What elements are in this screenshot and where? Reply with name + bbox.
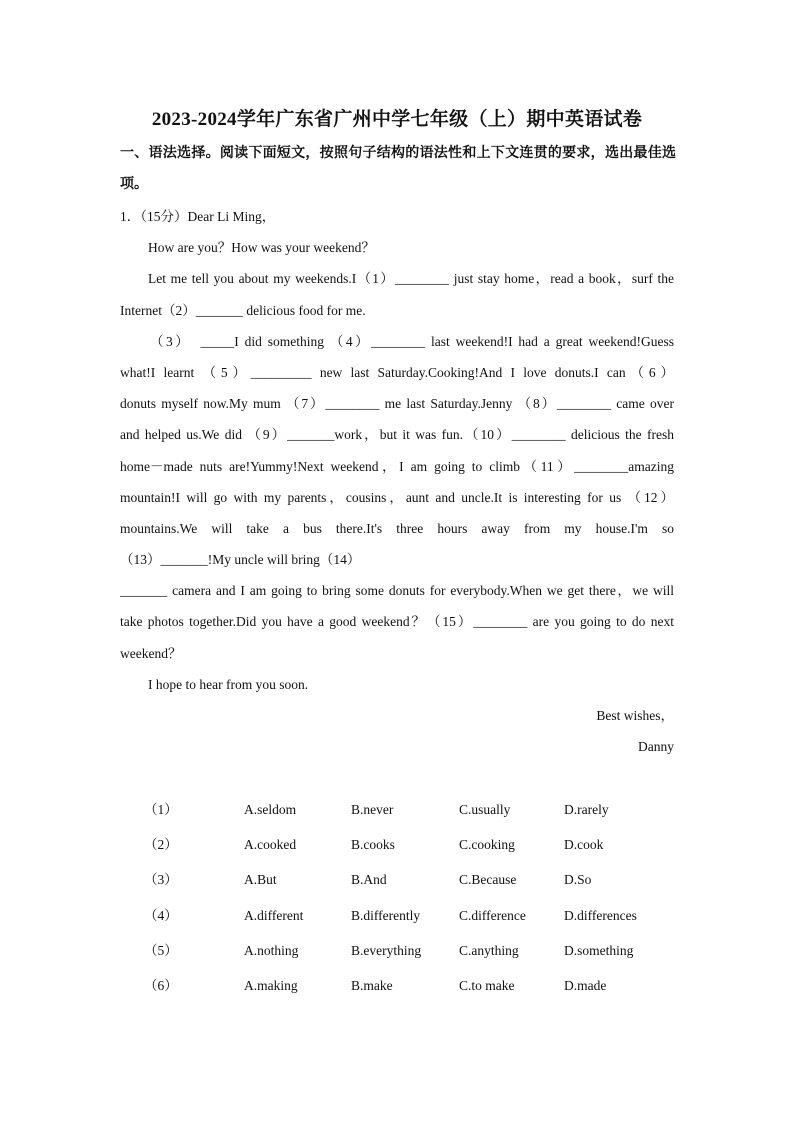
option-number: （6）: [144, 977, 178, 993]
option-b[interactable]: B.cooks: [351, 837, 395, 853]
letter-signature: Danny: [638, 739, 674, 755]
option-a[interactable]: A.cooked: [244, 837, 297, 853]
option-a[interactable]: A.seldom: [244, 802, 297, 817]
option-b[interactable]: B.differently: [351, 907, 421, 923]
passage-line: _______ camera and I am going to bring some donuts for everybody.When we get there，we will: [120, 583, 674, 599]
option-c[interactable]: C.Because: [459, 872, 517, 888]
option-c[interactable]: C.to make: [459, 977, 515, 993]
passage-line: mountain!I will go with my parents，cousins，aunt and uncle.It is interesting for us （12）: [120, 489, 674, 505]
passage-line: take photos together.Did you have a good weekend？（15）________ are you going to do next: [120, 614, 674, 630]
passage-line: donuts myself now.My mum （7）________ me last Saturday.Jenny （8）________ came over: [120, 396, 674, 412]
passage-line: home－made nuts are!Yummy!Next weekend，I am going to climb（11）________amazing: [120, 458, 674, 474]
passage-line: （13）_______!My uncle will bring（14）: [120, 552, 361, 568]
options-list: [144, 797, 704, 1008]
passage-closing: I hope to hear from you soon.: [148, 676, 309, 692]
option-number: （1）: [144, 802, 178, 817]
option-number: （2）: [144, 837, 178, 853]
option-b[interactable]: B.And: [351, 872, 387, 888]
option-d[interactable]: D.made: [564, 977, 607, 993]
passage-line: weekend？: [120, 645, 182, 661]
option-a[interactable]: A.nothing: [244, 942, 299, 958]
option-d[interactable]: D.differences: [564, 907, 637, 923]
option-a[interactable]: A.But: [244, 872, 277, 888]
option-c[interactable]: C.cooking: [459, 837, 515, 853]
option-c[interactable]: C.difference: [459, 907, 526, 923]
option-c[interactable]: C.anything: [459, 942, 519, 958]
passage-line: How are you？How was your weekend？: [148, 240, 375, 256]
section-instructions: 一、语法选择。阅读下面短文，按照句子结构的语法性和上下文连贯的要求，选出最佳选项。: [120, 146, 676, 192]
option-row: [144, 797, 704, 832]
option-b[interactable]: B.make: [351, 977, 393, 993]
option-c[interactable]: C.usually: [459, 802, 511, 817]
passage-line: and helped us.We did （9）_______work，but it was fun.（10）________ delicious the fresh: [120, 427, 674, 443]
option-row: [144, 832, 704, 867]
passage: [120, 201, 674, 762]
question-header: 1．（15分）Dear Li Ming，: [120, 209, 276, 224]
passage-line: mountains.We will take a bus there.It's three hours away from my house.I'm so: [120, 520, 674, 536]
option-row: [144, 938, 704, 973]
option-d[interactable]: D.something: [564, 942, 634, 958]
page-title: 2023-2024学年广东省广州中学七年级（上）期中英语试卷: [151, 109, 643, 130]
passage-line: （3） _____I did something （4）________ last weekend!I had a great weekend!Guess: [150, 333, 674, 349]
option-row: [144, 903, 704, 938]
option-number: （5）: [144, 942, 178, 958]
option-a[interactable]: A.different: [244, 907, 304, 923]
option-row: [144, 867, 704, 902]
option-b[interactable]: B.never: [351, 802, 394, 817]
passage-line: what!I learnt （5）_________ new last Saturday.Cooking!And I love donuts.I can（6）: [120, 364, 674, 380]
option-d[interactable]: D.So: [564, 872, 592, 888]
passage-line: Let me tell you about my weekends.I（1）________ just stay home，read a book，surf the: [148, 271, 674, 287]
option-b[interactable]: B.everything: [351, 942, 422, 958]
option-number: （4）: [144, 907, 178, 923]
letter-signoff: Best wishes，: [596, 708, 674, 723]
option-row: [144, 973, 704, 1008]
option-number: （3）: [144, 872, 178, 888]
option-a[interactable]: A.making: [244, 977, 298, 993]
option-d[interactable]: D.cook: [564, 837, 604, 853]
passage-line: Internet（2）_______ delicious food for me.: [120, 302, 366, 318]
option-d[interactable]: D.rarely: [564, 802, 609, 817]
